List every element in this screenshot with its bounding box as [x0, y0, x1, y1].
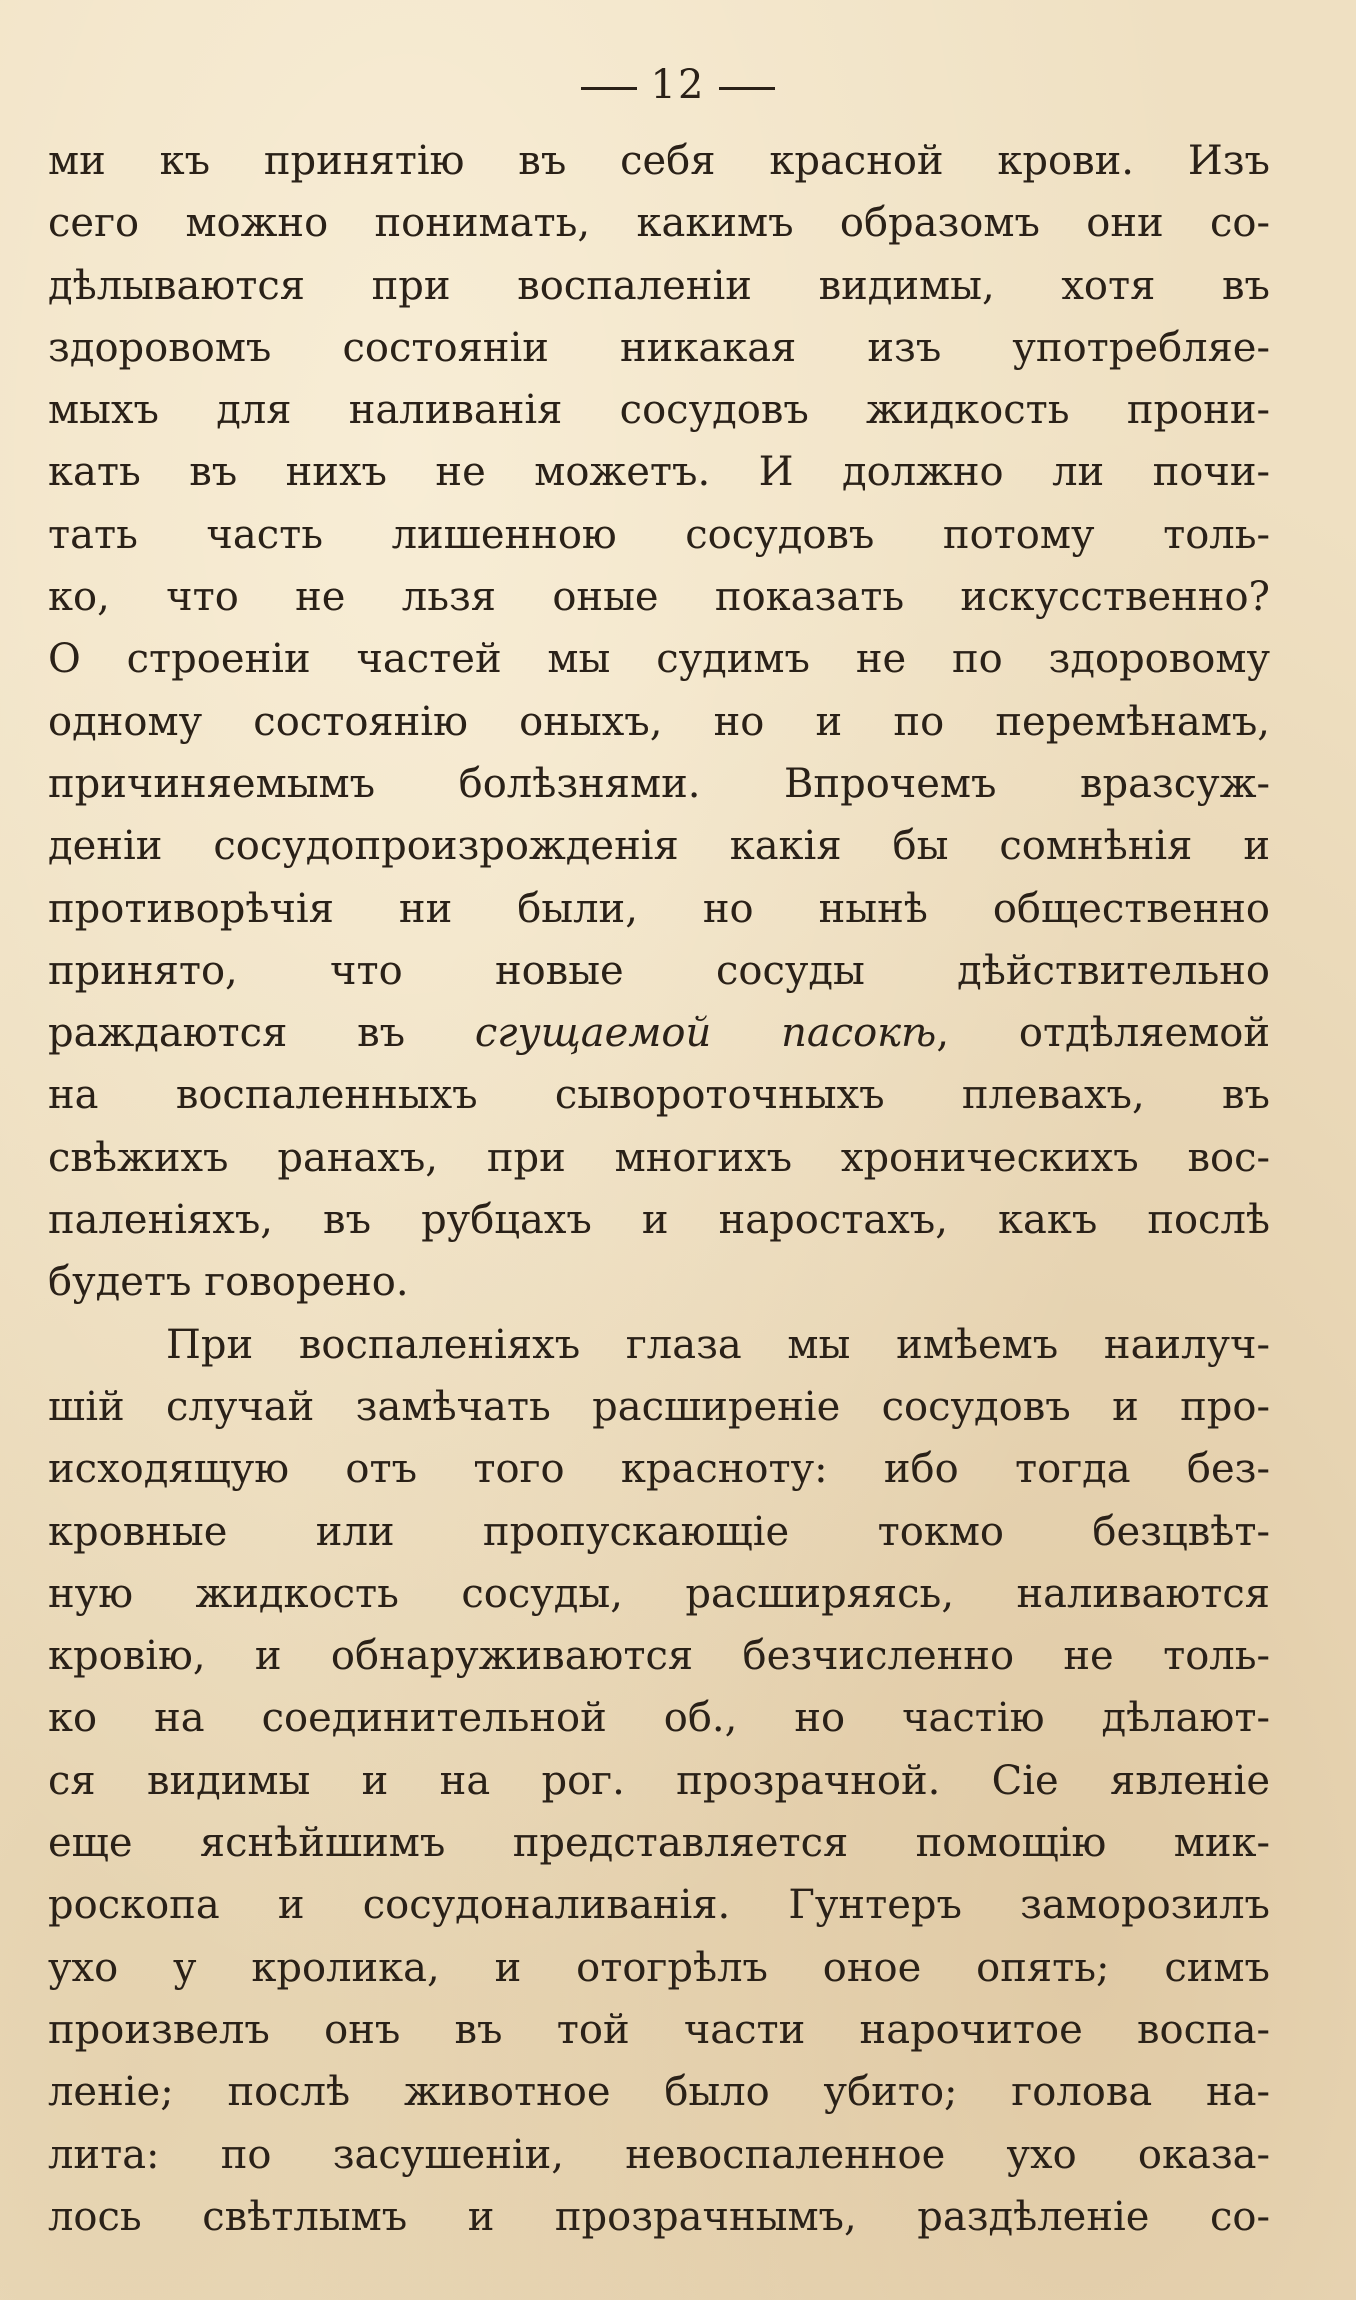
text-line: мыхъ для наливанія сосудовъ жидкость прони-	[48, 387, 1270, 434]
page-number-value: 12	[650, 62, 706, 108]
text-line: ную жидкость сосуды, расширяясь, наливаются	[48, 1570, 1270, 1617]
text-line: дѣлываются при воспаленіи видимы, хотя въ	[48, 262, 1270, 309]
text-line: ухо у кролика, и отогрѣлъ оное опять; симъ	[48, 1944, 1270, 1991]
text-line: противорѣчія ни были, но нынѣ общественно	[48, 885, 1270, 932]
text-line: ми къ принятію въ себя красной крови. Изъ	[48, 138, 1270, 184]
text-segment: раждаются въ	[48, 1010, 475, 1057]
text-line: ко, что не льзя оные показать искусственно?	[48, 574, 1270, 621]
text-line: деніи сосудопроизрожденія какія бы сомнѣнія и	[48, 823, 1270, 870]
text-line: паленіяхъ, въ рубцахъ и наростахъ, какъ послѣ	[48, 1197, 1270, 1244]
text-line: роскопа и сосудоналиванія. Гунтеръ заморозилъ	[48, 1882, 1270, 1929]
text-line: свѣжихъ ранахъ, при многихъ хроническихъ вос-	[48, 1134, 1270, 1181]
text-line: здоровомъ состояніи никакая изъ употребляе-	[48, 324, 1270, 371]
text-line: лось свѣтлымъ и прозрачнымъ, раздѣленіе со-	[48, 2193, 1270, 2240]
paragraph-1	[48, 130, 1270, 1314]
text-line: При воспаленіяхъ глаза мы имѣемъ наилуч-	[166, 1321, 1270, 1368]
text-line: исходящую отъ того красноту: ибо тогда без-	[48, 1446, 1270, 1493]
text-line: ко на соединительной об., но частію дѣлают-	[48, 1695, 1270, 1742]
text-body	[48, 130, 1270, 2248]
text-line: причиняемымъ болѣзнями. Впрочемъ вразсуж-	[48, 760, 1270, 807]
text-line: тать часть лишенною сосудовъ потому толь-	[48, 511, 1270, 558]
text-line: леніе; послѣ животное было убито; голова на-	[48, 2069, 1270, 2116]
text-line: сего можно понимать, какимъ образомъ они со-	[48, 200, 1270, 247]
page-number-left-dash	[581, 87, 637, 90]
text-line: на воспаленныхъ сывороточныхъ плевахъ, въ	[48, 1072, 1270, 1119]
text-line: еще яснѣйшимъ представляется помощію мик-	[48, 1820, 1270, 1867]
text-line: кровію, и обнаруживаются безчисленно не толь-	[48, 1633, 1270, 1680]
text-line: будетъ говорено.	[48, 1259, 409, 1306]
text-line: шій случай замѣчать расширеніе сосудовъ и про-	[48, 1383, 1270, 1430]
text-line-with-italic	[48, 1002, 1270, 1064]
text-line: кать въ нихъ не можетъ. И должно ли почи-	[48, 449, 1270, 496]
text-line: принято, что новые сосуды дѣйствительно	[48, 947, 1270, 994]
text-line: кровные или пропускающіе токмо безцвѣт-	[48, 1508, 1270, 1555]
page-number-right-dash	[719, 87, 775, 90]
italic-term: сгущаемой пасокѣ	[474, 1010, 937, 1057]
text-line: произвелъ онъ въ той части нарочитое воспа-	[48, 2006, 1270, 2053]
text-segment: , отдѣляемой	[936, 1010, 1270, 1057]
paragraph-2	[48, 1314, 1270, 2248]
page-number	[0, 62, 1356, 108]
text-line: лита: по засушеніи, невоспаленное ухо оказа-	[48, 2131, 1270, 2178]
text-line: одному состоянію оныхъ, но и по перемѣнамъ,	[48, 698, 1270, 745]
text-line: ся видимы и на рог. прозрачной. Сіе явленіе	[48, 1757, 1270, 1804]
text-line: О строеніи частей мы судимъ не по здоровому	[48, 636, 1270, 683]
